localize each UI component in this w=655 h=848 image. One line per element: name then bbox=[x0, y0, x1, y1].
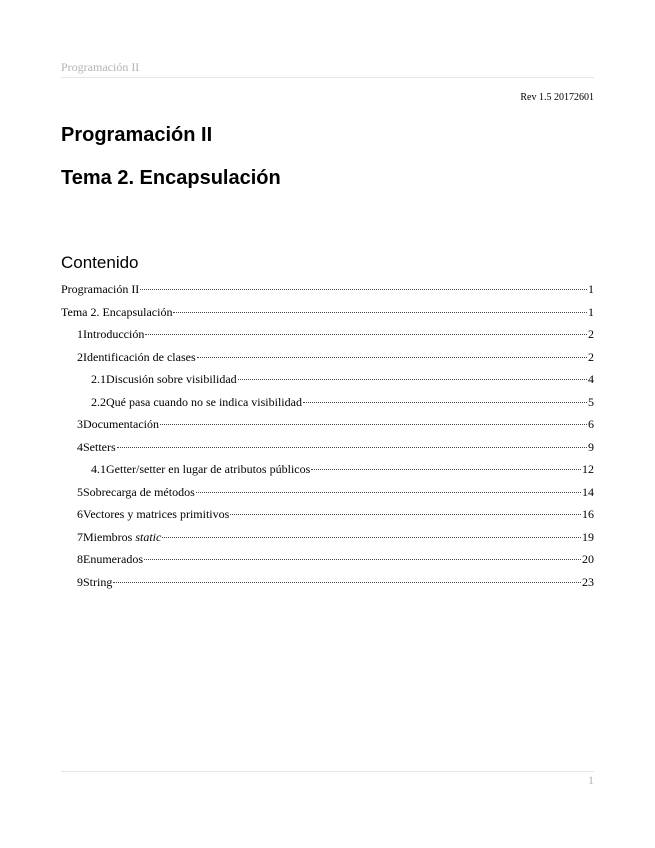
toc-dot-leader bbox=[160, 424, 587, 425]
toc-dot-leader bbox=[162, 537, 581, 538]
document-subtitle: Tema 2. Encapsulación bbox=[61, 167, 281, 189]
toc-entry-number: 3 bbox=[77, 417, 83, 431]
toc-dot-leader bbox=[311, 469, 581, 470]
toc-entry-page: 4 bbox=[588, 372, 594, 386]
toc-entry[interactable] bbox=[61, 548, 594, 571]
toc-entry[interactable] bbox=[61, 526, 594, 549]
toc-entry-page: 20 bbox=[582, 552, 594, 566]
toc-entry-title: Setters bbox=[83, 439, 116, 454]
toc-entry[interactable] bbox=[61, 278, 594, 301]
toc-entry-label bbox=[77, 526, 161, 549]
toc-entry-title: Getter/setter en lugar de atributos públicos bbox=[106, 462, 311, 476]
document-title: Programación II bbox=[61, 124, 213, 146]
toc-entry-label bbox=[91, 368, 237, 391]
toc-entry-page: 5 bbox=[588, 394, 594, 409]
toc-entry-title: Identificación de clases bbox=[83, 349, 196, 364]
toc-entry-number: 4 bbox=[77, 439, 83, 454]
toc-entry-label bbox=[77, 503, 229, 526]
toc-dot-leader bbox=[113, 582, 581, 583]
toc-entry-label bbox=[77, 323, 144, 346]
footer-divider bbox=[61, 771, 594, 772]
toc-dot-leader bbox=[303, 402, 587, 403]
toc-entry-label bbox=[77, 571, 112, 594]
toc-entry-number: 5 bbox=[77, 484, 83, 499]
toc-entry-title: String bbox=[83, 574, 113, 589]
toc-entry-page: 9 bbox=[588, 439, 594, 454]
toc-entry-title-italic: static bbox=[135, 529, 162, 544]
toc-entry-title: Sobrecarga de métodos bbox=[83, 484, 195, 499]
toc-entry-title: Discusión sobre visibilidad bbox=[106, 372, 237, 386]
toc-entry[interactable] bbox=[61, 391, 594, 414]
toc-entry-number: 2.1 bbox=[91, 372, 106, 386]
toc-entry-number: 1 bbox=[77, 327, 83, 341]
toc-dot-leader bbox=[140, 289, 587, 290]
toc-entry-title: Introducción bbox=[83, 327, 145, 341]
toc-entry-label bbox=[77, 548, 143, 571]
toc-entry-label bbox=[77, 346, 196, 369]
toc-entry-label bbox=[91, 458, 310, 481]
toc-entry-page: 19 bbox=[582, 529, 594, 544]
toc-entry[interactable] bbox=[61, 436, 594, 459]
toc-entry-title: Vectores y matrices primitivos bbox=[83, 507, 230, 521]
toc-entry-page: 1 bbox=[588, 304, 594, 319]
toc-entry-number: 6 bbox=[77, 507, 83, 521]
toc-entry-label bbox=[77, 436, 116, 459]
toc-dot-leader bbox=[173, 312, 587, 313]
toc-entry-number: 2 bbox=[77, 349, 83, 364]
toc-entry[interactable] bbox=[61, 481, 594, 504]
toc-entry-label bbox=[77, 481, 195, 504]
toc-dot-leader bbox=[238, 379, 587, 380]
toc-entry-number: 2.2 bbox=[91, 394, 106, 409]
toc-entry-page: 6 bbox=[588, 417, 594, 431]
toc-dot-leader bbox=[117, 447, 587, 448]
toc-entry-page: 1 bbox=[588, 282, 594, 296]
toc-entry[interactable] bbox=[61, 301, 594, 324]
toc-dot-leader bbox=[145, 334, 587, 335]
toc-entry-number: 8 bbox=[77, 552, 83, 566]
toc-entry-page: 16 bbox=[582, 507, 594, 521]
toc-entry[interactable] bbox=[61, 323, 594, 346]
toc-entry[interactable] bbox=[61, 368, 594, 391]
toc-entry-title: Qué pasa cuando no se indica visibilidad bbox=[106, 394, 302, 409]
revision-label: Rev 1.5 20172601 bbox=[520, 92, 594, 103]
toc-dot-leader bbox=[230, 514, 581, 515]
toc-entry-label bbox=[61, 278, 139, 301]
toc-entry-title: Documentación bbox=[83, 417, 159, 431]
toc-entry[interactable] bbox=[61, 571, 594, 594]
page-number: 1 bbox=[588, 773, 594, 787]
toc-entry-title: Enumerados bbox=[83, 552, 143, 566]
toc-entry-title: Programación II bbox=[61, 282, 140, 296]
toc-dot-leader bbox=[197, 357, 587, 358]
toc-entry-number: 7 bbox=[77, 529, 83, 544]
header-divider bbox=[61, 77, 594, 78]
toc-entry-number: 4.1 bbox=[91, 462, 106, 476]
running-header: Programación II bbox=[61, 60, 140, 74]
toc-entry-label bbox=[61, 301, 172, 324]
toc-entry-page: 2 bbox=[588, 349, 594, 364]
toc-entry-title: Miembros bbox=[83, 529, 136, 544]
toc-entry-number: 9 bbox=[77, 574, 83, 589]
toc-entry-label bbox=[91, 391, 302, 414]
toc-entry-title: Tema 2. Encapsulación bbox=[61, 304, 173, 319]
toc-heading: Contenido bbox=[61, 253, 139, 272]
toc-entry[interactable] bbox=[61, 503, 594, 526]
toc-entry[interactable] bbox=[61, 413, 594, 436]
toc-entry-page: 2 bbox=[588, 327, 594, 341]
table-of-contents bbox=[61, 278, 594, 593]
toc-entry-label bbox=[77, 413, 159, 436]
toc-dot-leader bbox=[196, 492, 581, 493]
toc-entry[interactable] bbox=[61, 458, 594, 481]
toc-dot-leader bbox=[144, 559, 581, 560]
toc-entry[interactable] bbox=[61, 346, 594, 369]
toc-entry-page: 12 bbox=[582, 462, 594, 476]
toc-entry-page: 14 bbox=[582, 484, 594, 499]
toc-entry-page: 23 bbox=[582, 574, 594, 589]
